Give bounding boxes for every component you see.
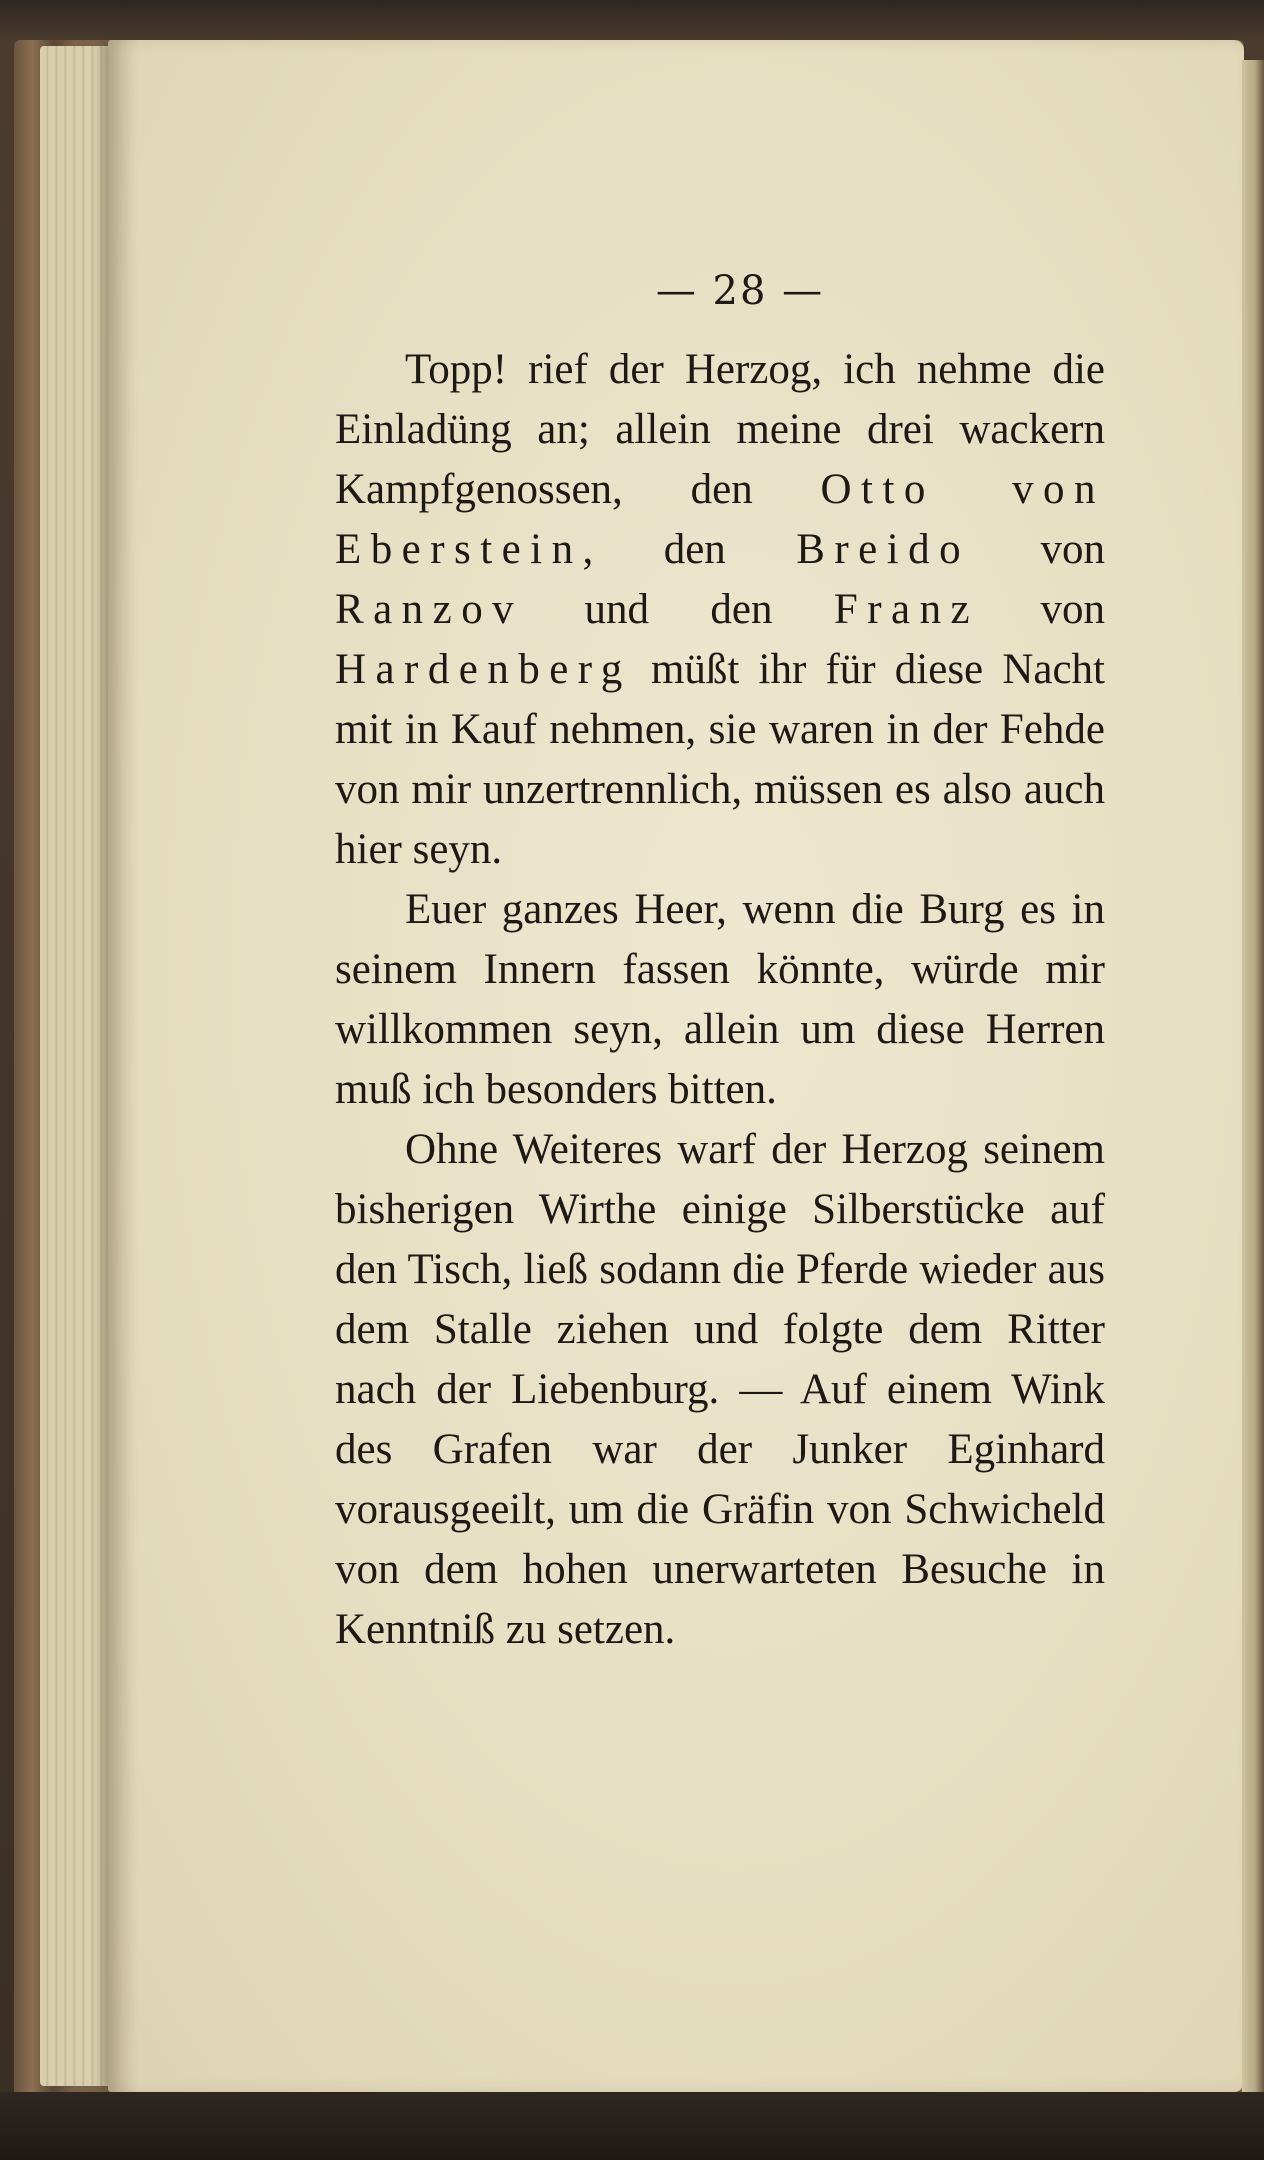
spaced-name: Franz — [833, 586, 980, 633]
spaced-name: Breido — [796, 526, 971, 573]
spaced-name: Otto von Eberstein — [335, 466, 1105, 573]
text-run: von — [970, 526, 1106, 573]
paragraph-2 — [335, 880, 1105, 1120]
text-run: müßt ihr für diese Nacht mit in Kauf nehmen, sie waren in der Fehde von mir unzertrennlich, müssen es also auch hier seyn. — [335, 646, 1105, 873]
text-run: von — [979, 586, 1105, 633]
gutter-shadow — [108, 40, 138, 2092]
page-number-header: — 28 — — [655, 268, 825, 314]
paragraph-1 — [335, 340, 1105, 880]
spaced-name: Ranzov — [335, 586, 524, 633]
bottom-edge — [0, 2092, 1264, 2160]
text-run: Ohne Weiteres warf der Herzog seinem bisherigen Wirthe einige Silberstücke auf den Tisch, ließ sodann die Pferde wieder aus dem Stalle ziehen und folgte dem Ritter nach der Liebenburg. — Auf einem Wink des Grafen war der Junker Eginhard vorausgeeilt, um die Gräfin von Schwicheld von dem hohen unerwarteten Besuche in Kenntniß zu setzen. — [335, 1126, 1105, 1653]
text-run: Topp! rief der Herzog, ich nehme die Einladüng an; allein meine drei wackern Kampfgenossen, den — [335, 346, 1105, 513]
body-text — [335, 340, 1105, 1660]
right-page-edge — [1242, 60, 1264, 2100]
text-run: , den — [582, 526, 797, 573]
text-run: und den — [523, 586, 834, 633]
paragraph-3 — [335, 1120, 1105, 1660]
spaced-name: Hardenberg — [335, 646, 632, 693]
text-run: Euer ganzes Heer, wenn die Burg es in seinem Innern fassen könnte, würde mir willkommen seyn, allein um diese Herren muß ich besonders bitten. — [335, 886, 1105, 1113]
